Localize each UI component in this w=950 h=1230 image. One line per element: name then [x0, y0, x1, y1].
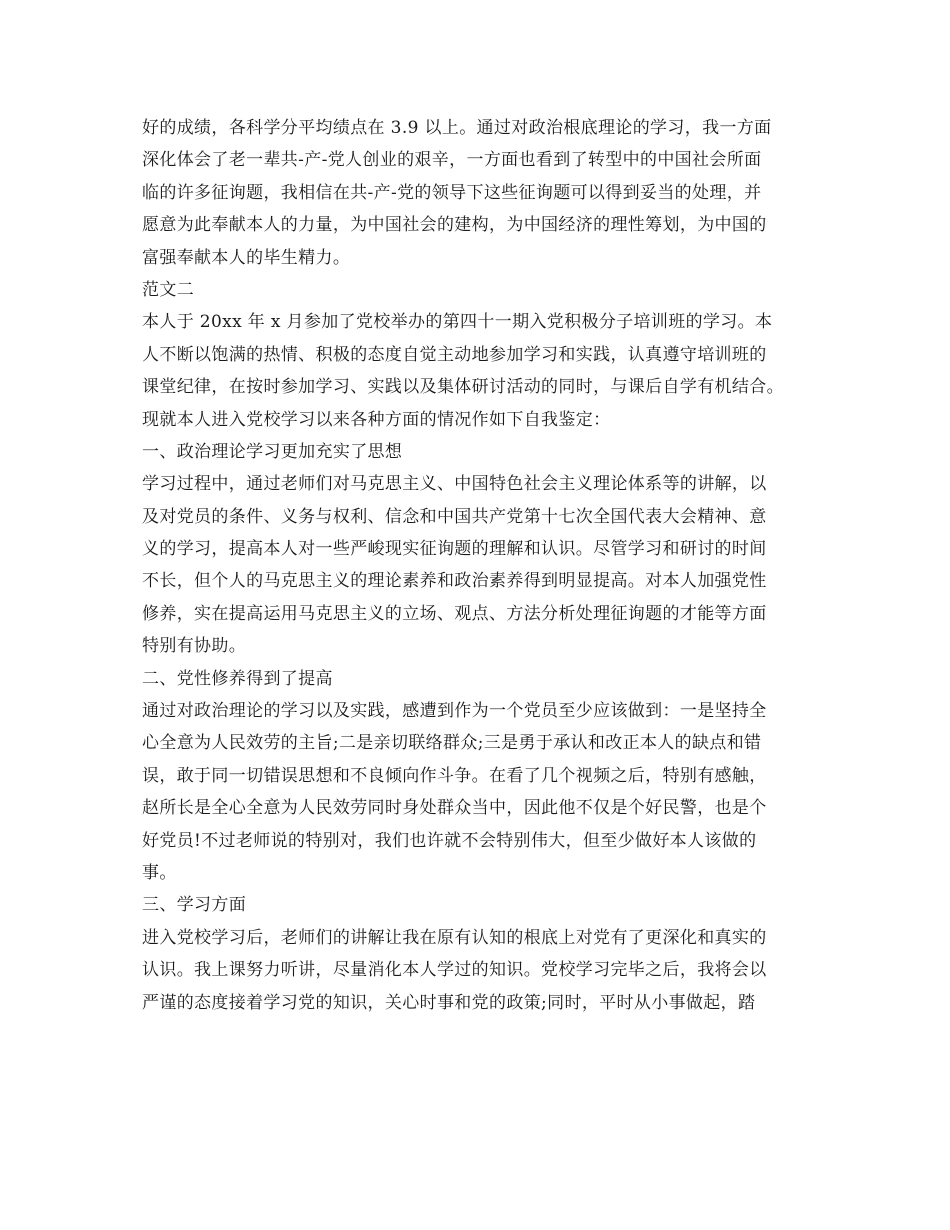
- text-line: 愿意为此奉献本人的力量，为中国社会的建构，为中国经济的理性筹划，为中国的: [142, 215, 767, 236]
- section-heading: 三、学习方面: [142, 895, 247, 916]
- text-line: 好党员!不过老师说的特别对，我们也许就不会特别伟大，但至少做好本人该做的: [142, 830, 757, 851]
- document-body: [142, 112, 812, 1019]
- text-line: 好的成绩，各科学分平均绩点在 3.9 以上。通过对政治根底理论的学习，我一方面: [142, 118, 772, 138]
- text-line: 特别有协助。: [142, 636, 247, 657]
- text-line: 义的学习，提高本人对一些严峻现实征询题的理解和认识。尽管学习和研讨的时间: [142, 539, 767, 560]
- text-line: 心全意为人民效劳的主旨;二是亲切联络群众;三是勇于承认和改正本人的缺点和错: [142, 733, 762, 754]
- section-heading: 一、政治理论学习更加充实了思想: [142, 441, 403, 462]
- text-line: 本人于 20xx 年 x 月参加了党校举办的第四十一期入党积极分子培训班的学习。本: [142, 312, 773, 333]
- text-line: 不长，但个人的马克思主义的理论素养和政治素养得到明显提高。对本人加强党性: [142, 571, 767, 592]
- text-line: 现就本人进入党校学习以来各种方面的情况作如下自我鉴定：: [142, 409, 611, 430]
- text-line: 赵所长是全心全意为人民效劳同时身处群众当中，因此他不仅是个好民警，也是个: [142, 798, 767, 819]
- text-line: 富强奉献本人的毕生精力。: [142, 247, 351, 268]
- text-line: 严谨的态度接着学习党的知识，关心时事和党的政策;同时，平时从小事做起，踏: [142, 992, 756, 1013]
- text-line: 及对党员的条件、义务与权利、信念和中国共产党第十七次全国代表大会精神、意: [142, 506, 767, 527]
- section-heading: 范文二: [142, 279, 195, 300]
- text-line: 人不断以饱满的热情、积极的态度自觉主动地参加学习和实践，认真遵守培训班的: [142, 344, 767, 365]
- text-line: 课堂纪律，在按时参加学习、实践以及集体研讨活动的同时，与课后自学有机结合。: [142, 377, 784, 398]
- text-line: 学习过程中，通过老师们对马克思主义、中国特色社会主义理论体系等的讲解，以: [142, 474, 767, 495]
- text-line: 事。: [142, 862, 177, 883]
- text-line: 误，敢于同一切错误思想和不良倾向作斗争。在看了几个视频之后，特别有感触，: [142, 765, 767, 786]
- text-line: 深化体会了老一辈共-产-党人创业的艰辛，一方面也看到了转型中的中国社会所面: [142, 150, 762, 171]
- text-line: 通过对政治理论的学习以及实践，感遭到作为一个党员至少应该做到：一是坚持全: [142, 701, 767, 722]
- text-line: 修养，实在提高运用马克思主义的立场、观点、方法分析处理征询题的才能等方面: [142, 603, 767, 624]
- text-line: 临的许多征询题，我相信在共-产-党的领导下这些征询题可以得到妥当的处理，并: [142, 182, 762, 203]
- text-line: 进入党校学习后，老师们的讲解让我在原有认知的根底上对党有了更深化和真实的: [142, 927, 767, 948]
- text-line: 认识。我上课努力听讲，尽量消化本人学过的知识。党校学习完毕之后，我将会以: [142, 960, 767, 981]
- section-heading: 二、党性修养得到了提高: [142, 668, 333, 689]
